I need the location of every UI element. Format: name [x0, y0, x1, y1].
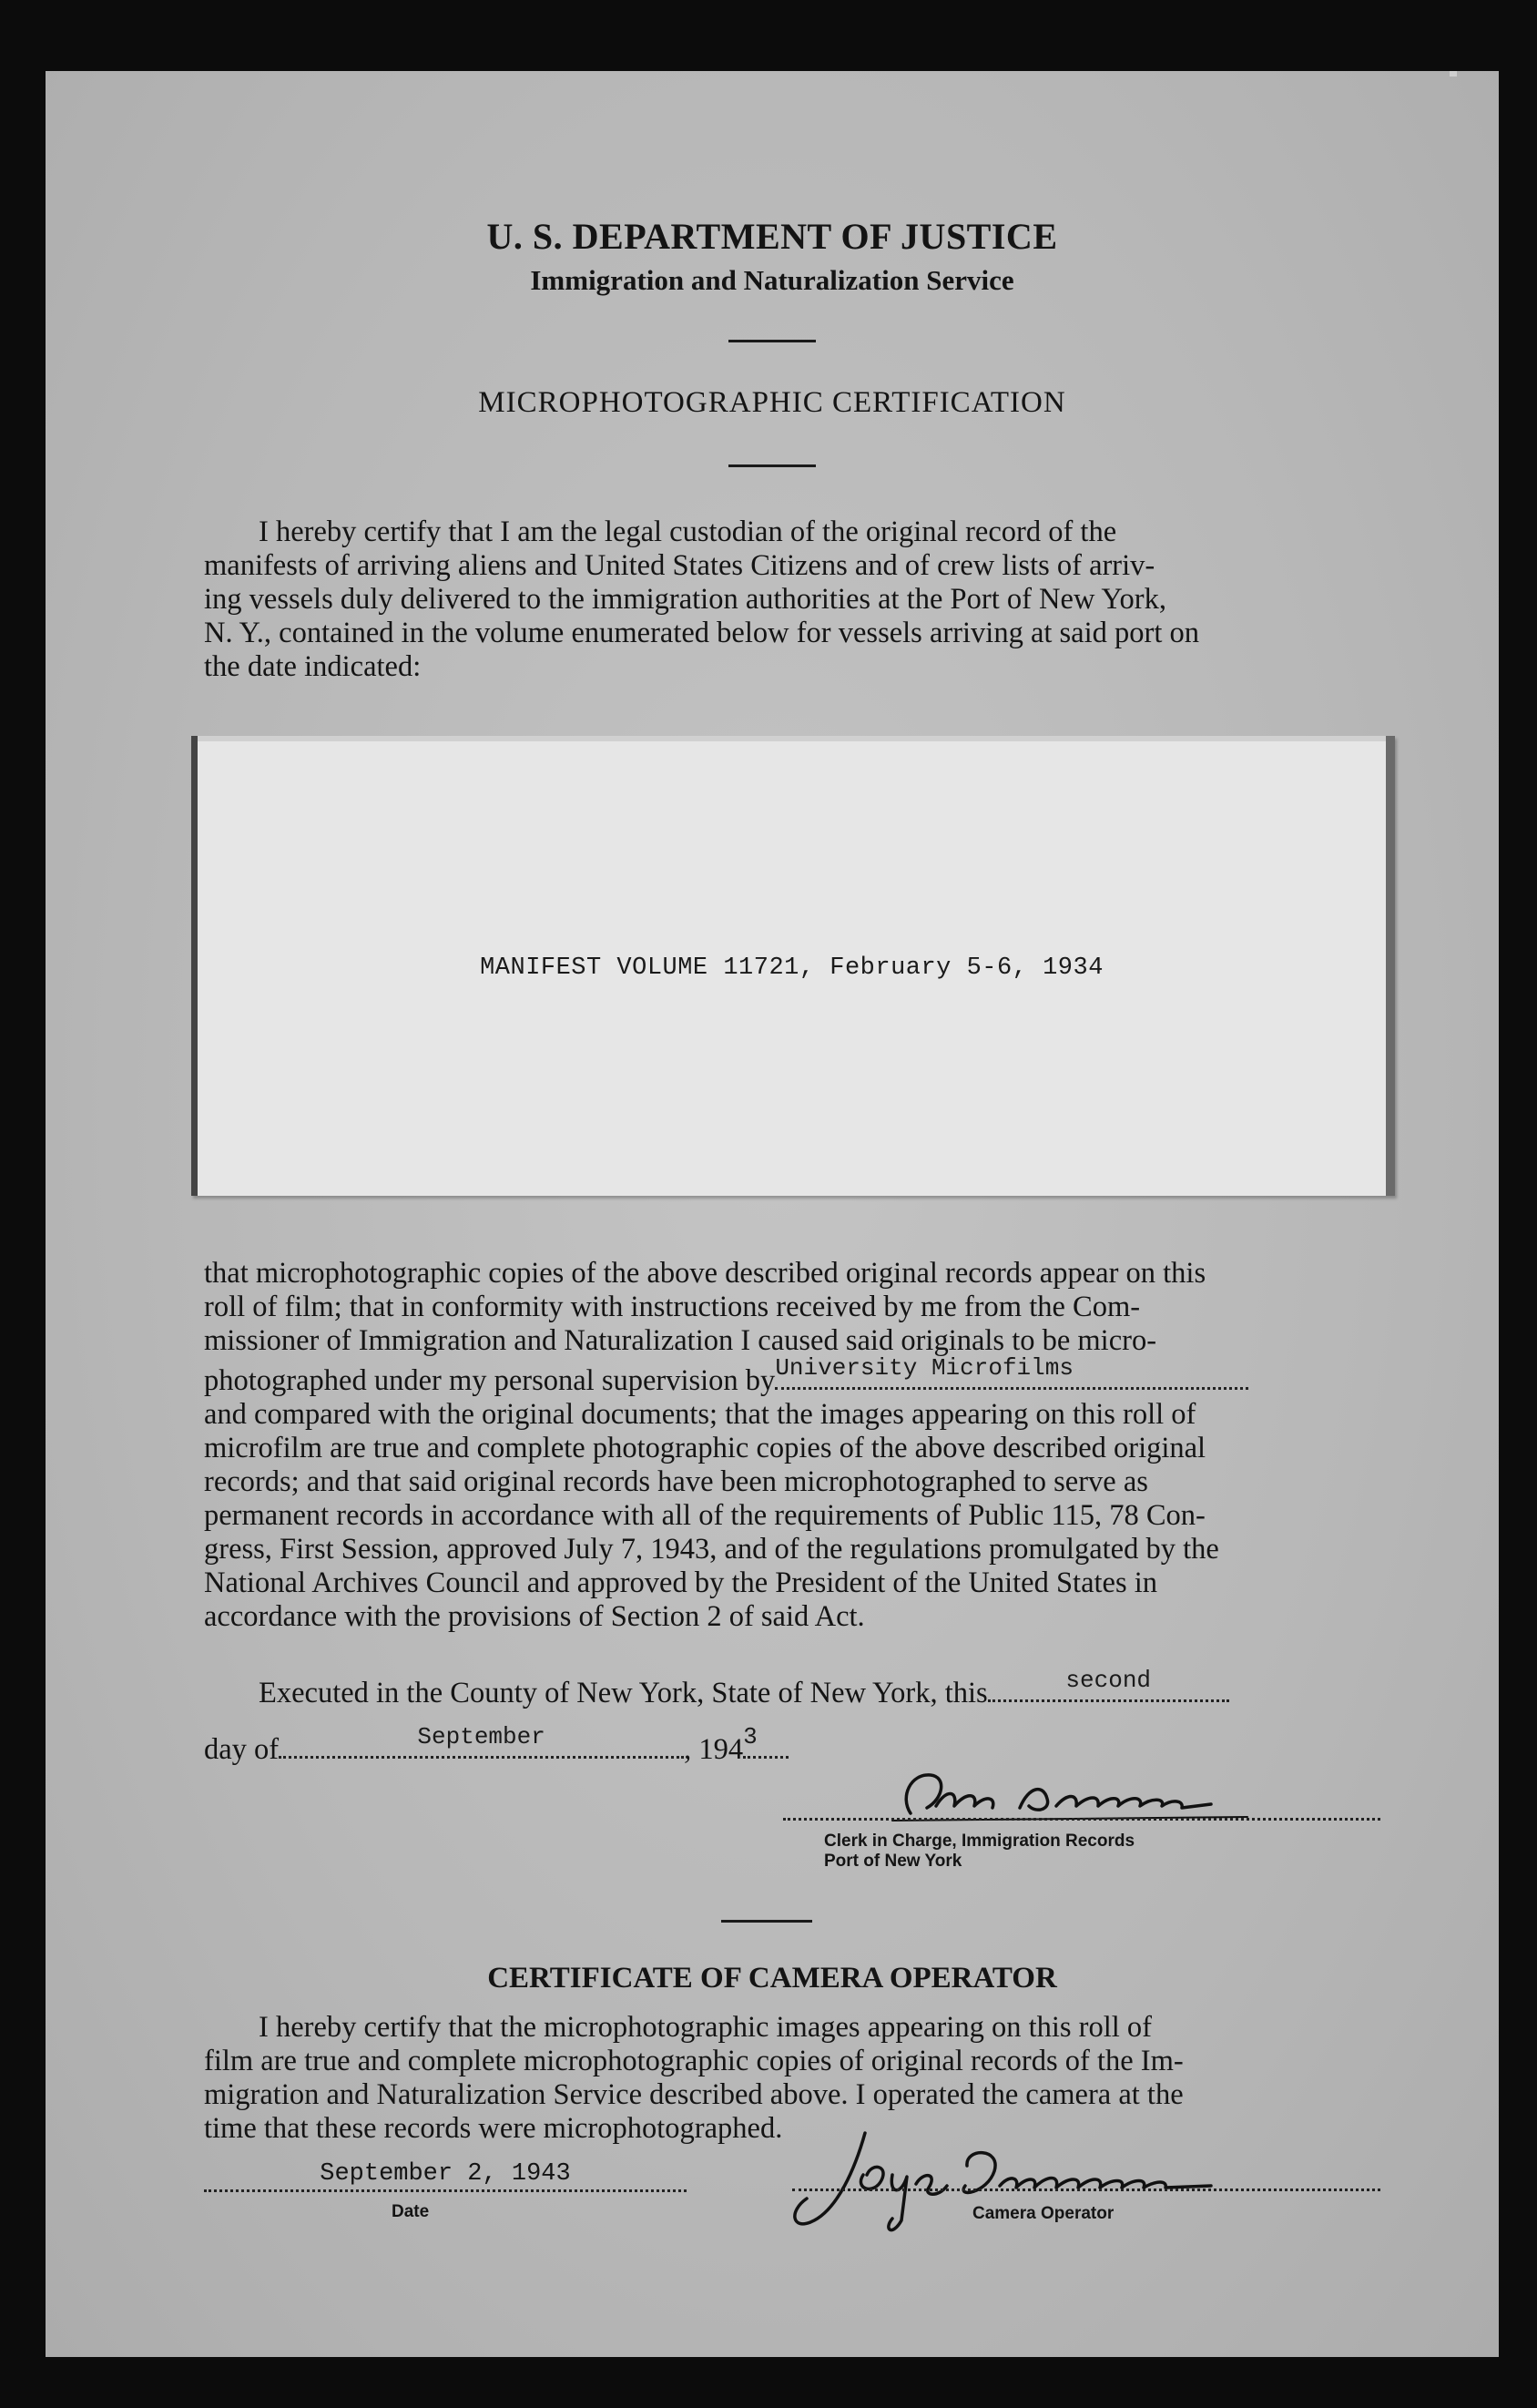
- body-line: permanent records in accordance with all of the requirements of Public 115, 78 Con-: [204, 1499, 1206, 1532]
- intro-line: the date indicated:: [204, 650, 422, 683]
- intro-line: manifests of arriving aliens and United States Citizens and of crew lists of arriv-: [204, 549, 1155, 582]
- camera-line: I hereby certify that the microphotographic images appearing on this roll of: [259, 2011, 1152, 2044]
- body-line: National Archives Council and approved by the President of the United States in: [204, 1566, 1157, 1599]
- year-prefix: , 194: [684, 1733, 744, 1766]
- service-heading: Immigration and Naturalization Service: [530, 264, 1014, 296]
- heading-divider-1: [728, 340, 816, 342]
- day-of-label: day of: [204, 1733, 280, 1766]
- body-line: missioner of Immigration and Naturalization I caused said originals to be micro-: [204, 1324, 1157, 1357]
- body-line: records; and that said original records have been microphotographed to serve as: [204, 1465, 1148, 1498]
- month-value: September: [417, 1723, 545, 1750]
- execution-line: [259, 1667, 1229, 1710]
- supervisor-field: [775, 1354, 1248, 1390]
- date-line: [204, 1723, 789, 1767]
- film-mark: [1450, 71, 1457, 77]
- body-line: and compared with the original documents; that the images appearing on this roll of: [204, 1398, 1196, 1431]
- body-line: that microphotographic copies of the above described original records appear on this: [204, 1257, 1206, 1290]
- body-line: microfilm are true and complete photographic copies of the above described original: [204, 1432, 1206, 1464]
- clerk-title-line: Clerk in Charge, Immigration Records: [824, 1832, 1135, 1851]
- heading-divider-2: [728, 464, 816, 467]
- camera-line: time that these records were microphotographed.: [204, 2112, 783, 2145]
- intro-line: N. Y., contained in the volume enumerated below for vessels arriving at said port on: [204, 617, 1199, 649]
- camera-section-title: CERTIFICATE OF CAMERA OPERATOR: [487, 1962, 1057, 1995]
- operator-signature-line: [792, 2189, 1380, 2191]
- intro-line: ing vessels duly delivered to the immigration authorities at the Port of New York,: [204, 583, 1166, 616]
- operator-date-field: [204, 2157, 687, 2192]
- certification-title: MICROPHOTOGRAPHIC CERTIFICATION: [478, 386, 1066, 419]
- camera-line: film are true and complete microphotographic copies of original records of the Im-: [204, 2045, 1184, 2077]
- date-label: Date: [392, 2202, 430, 2221]
- intro-paragraph: [204, 515, 1388, 684]
- body-line: gress, First Session, approved July 7, 1943, and of the regulations promulgated by the: [204, 1533, 1219, 1566]
- year-value: 3: [743, 1723, 758, 1750]
- department-heading: U. S. DEPARTMENT OF JUSTICE: [486, 216, 1058, 257]
- operator-date-value: September 2, 1943: [320, 2160, 571, 2188]
- body-paragraph: [204, 1257, 1388, 1634]
- camera-operator-label: Camera Operator: [972, 2204, 1115, 2223]
- body-line: accordance with the provisions of Section 2 of said Act.: [204, 1600, 865, 1633]
- clerk-title: [824, 1832, 1135, 1872]
- camera-line: migration and Naturalization Service described above. I operated the camera at the: [204, 2078, 1184, 2111]
- supervisor-value: University Microfilms: [775, 1354, 1074, 1382]
- supervision-prefix: photographed under my personal supervision by: [204, 1364, 776, 1397]
- day-field: [988, 1667, 1229, 1702]
- volume-stamp-card: [191, 736, 1395, 1196]
- clerk-port-line: Port of New York: [824, 1852, 962, 1871]
- year-field: [743, 1723, 789, 1759]
- section-divider: [721, 1920, 812, 1923]
- certificate-sheet: [46, 71, 1499, 2357]
- clerk-signature-line: [783, 1818, 1380, 1821]
- intro-line: I hereby certify that I am the legal custodian of the original record of the: [259, 515, 1117, 548]
- supervision-line: [204, 1354, 1388, 1398]
- body-line: roll of film; that in conformity with instructions received by me from the Com-: [204, 1291, 1141, 1323]
- volume-stamp-text: MANIFEST VOLUME 11721, February 5-6, 1934: [480, 954, 1104, 982]
- execution-prefix: Executed in the County of New York, State of New York, this: [259, 1677, 988, 1709]
- month-field: [279, 1723, 684, 1759]
- day-value: second: [1065, 1667, 1152, 1694]
